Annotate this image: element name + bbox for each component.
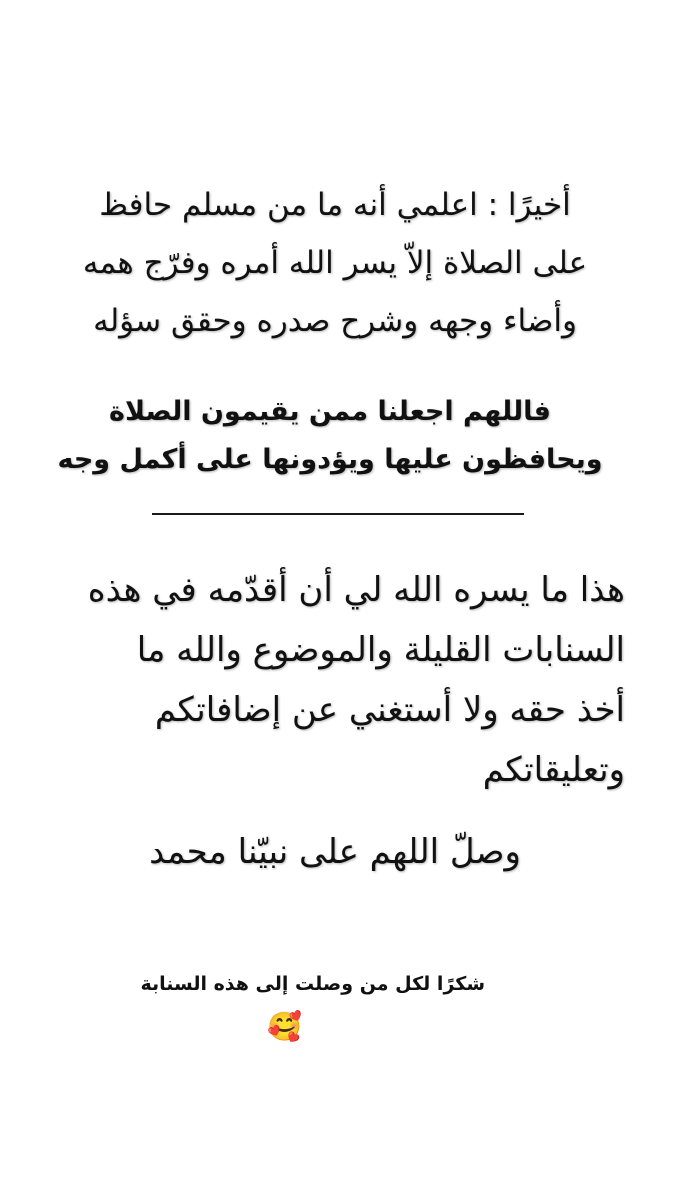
supplication-paragraph [40, 388, 620, 484]
text-line: أخذ حقه ولا أستغني عن إضافاتكم [154, 690, 625, 730]
text-line: السنابات القليلة والموضوع والله ما [136, 630, 625, 670]
text-line: على الصلاة إلاّ يسر الله أمره وفرّج همه [82, 245, 588, 281]
smiling-face-with-hearts-icon: 🥰 [267, 1010, 302, 1043]
thanks-note [85, 968, 485, 1000]
text-line: وتعليقاتكم [482, 750, 625, 790]
text-line: ويحافظون عليها ويؤدونها على أكمل وجه [57, 444, 603, 475]
closing-paragraph [45, 176, 625, 350]
text-line: فاللهم اجعلنا ممن يقيمون الصلاة [109, 396, 551, 427]
text-line: شكرًا لكل من وصلت إلى هذه السنابة [140, 973, 485, 995]
blessing-line [55, 822, 615, 882]
text-line: وصلّ اللهم على نبيّنا محمد [149, 832, 521, 872]
text-line: هذا ما يسره الله لي أن أقدّمه في هذه [87, 570, 625, 610]
divider-line [152, 513, 524, 515]
author-note-paragraph [45, 560, 625, 800]
text-line: وأضاء وجهه وشرح صدره وحقق سؤله [93, 303, 577, 339]
text-line: أخيرًا : اعلمي أنه ما من مسلم حافظ [99, 187, 571, 223]
